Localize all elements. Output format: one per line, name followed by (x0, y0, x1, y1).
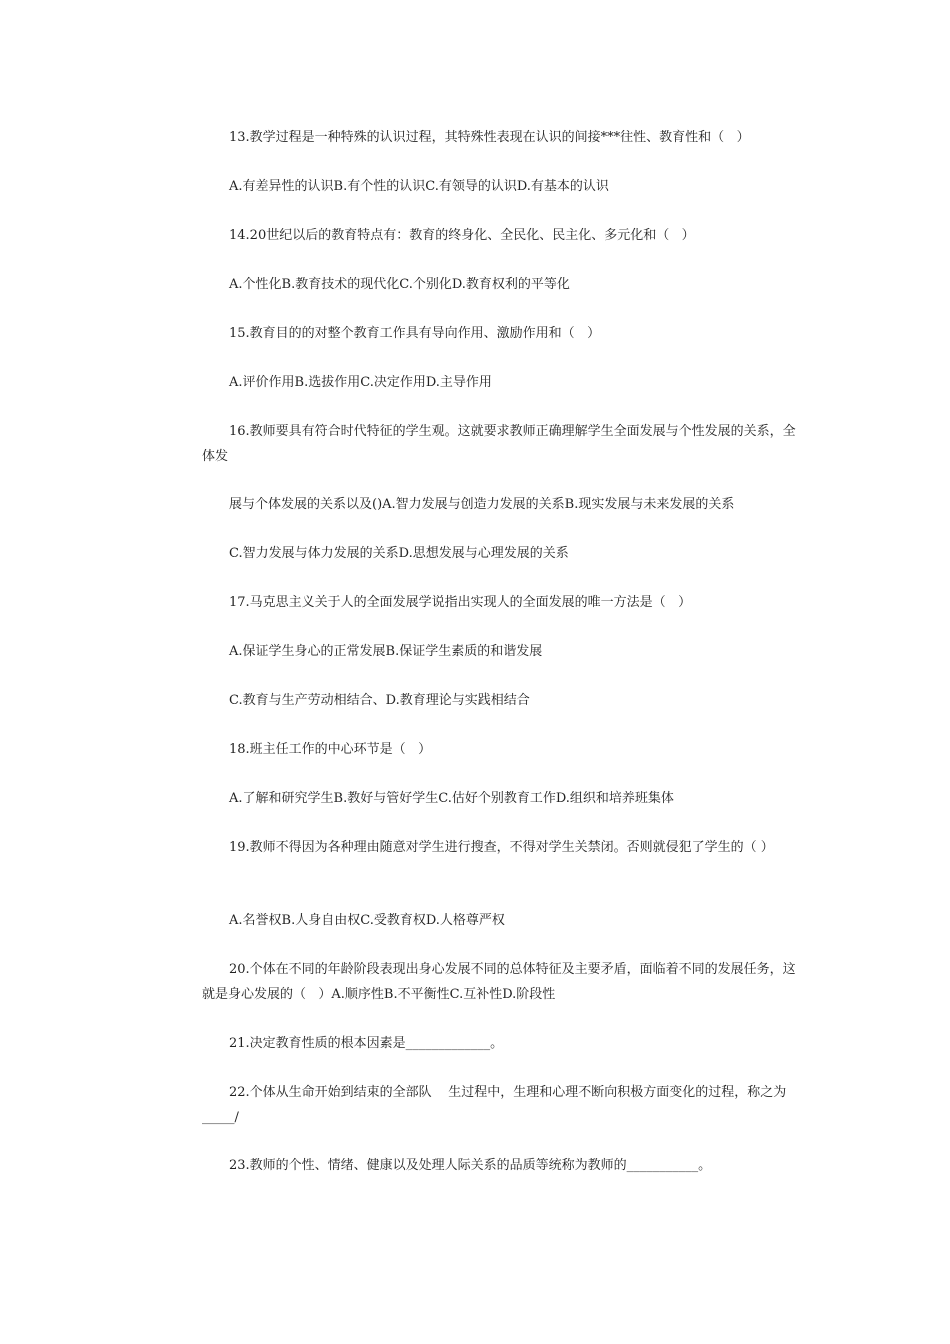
question-21: 21.决定教育性质的根本因素是_____________。 (229, 1036, 504, 1051)
options-17-ab: A.保证学生身心的正常发展B.保证学生素质的和谐发展 (229, 644, 543, 659)
question-18: 18.班主任工作的中心环节是（ ） (229, 742, 432, 757)
options-19: A.名誉权B.人身自由权C.受教育权D.人格尊严权 (229, 913, 505, 928)
options-14: A.个性化B.教育技术的现代化C.个别化D.教育权利的平等化 (229, 277, 570, 292)
question-22: 22.个体从生命开始到结束的全部队 生过程中，生理和心理不断向积极方面变化的过程，称之为_____/ (202, 1085, 787, 1125)
options-16: C.智力发展与体力发展的关系D.思想发展与心理发展的关系 (229, 546, 569, 561)
question-13: 13.教学过程是一种特殊的认识过程，其特殊性表现在认识的间接***往性、教育性和（ ） (229, 130, 750, 145)
question-19: 19.教师不得因为各种理由随意对学生进行搜查，不得对学生关禁闭。否则就侵犯了学生的（ ） (229, 840, 774, 855)
options-13: A.有差异性的认识B.有个性的认识C.有领导的认识D.有基本的认识 (229, 179, 609, 194)
question-16: 16.教师要具有符合时代特征的学生观。这就要求教师正确理解学生全面发展与个性发展的关系，全体发 (202, 424, 796, 464)
question-16-continued: 展与个体发展的关系以及()A.智力发展与创造力发展的关系B.现实发展与未来发展的关系 (229, 497, 735, 512)
options-18: A.了解和研究学生B.教好与管好学生C.估好个别教育工作D.组织和培养班集体 (229, 791, 674, 806)
document-page (202, 0, 802, 1344)
question-17: 17.马克思主义关于人的全面发展学说指出实现人的全面发展的唯一方法是（ ） (229, 595, 692, 610)
question-14: 14.20世纪以后的教育特点有：教育的终身化、全民化、民主化、多元化和（ ） (229, 228, 695, 243)
question-15: 15.教育目的的对整个教育工作具有导向作用、激励作用和（ ） (229, 326, 601, 341)
options-15: A.评价作用B.选拔作用C.决定作用D.主导作用 (229, 375, 492, 390)
question-23: 23.教师的个性、情绪、健康以及处理人际关系的品质等统称为教师的___________。 (229, 1158, 712, 1173)
question-20: 20.个体在不同的年龄阶段表现出身心发展不同的总体特征及主要矛盾，面临着不同的发展任务，这就是身心发展的（ ）A.顺序性B.不平衡性C.互补性D.阶段性 (202, 962, 796, 1002)
options-17-cd: C.教育与生产劳动相结合、D.教育理论与实践相结合 (229, 693, 530, 708)
